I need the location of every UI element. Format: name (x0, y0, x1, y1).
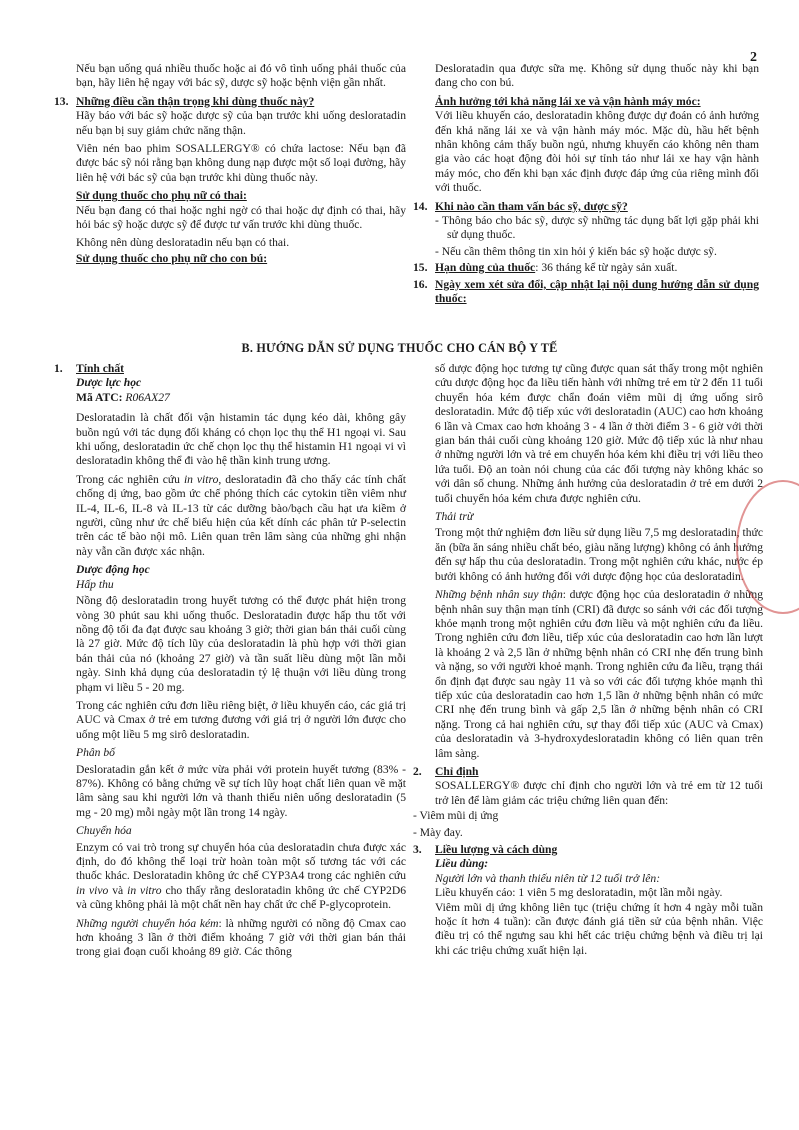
pharmacodynamics-paragraph-2 (54, 473, 406, 559)
section-13-number: 13. (54, 94, 69, 108)
poor-metabolizers-continued: số dược động học tương tự cũng được quan sát thấy trong một nghiên cứu dược động học đa liều tiến hành với những trẻ em từ 2 đến 11 tuổi chuyển hóa kém được chẩn đoán viêm mũi dị ứng uống sirô desloratadin. Mức độ tiếp xúc với desloratadin (AUC) cao hơn khoảng 6 lần và Cmax cao hơn khoảng 3 - 4 lần ở thời điểm 3 - 6 giờ với thời gian bán thải cuối cùng khoảng 120 giờ. Mức độ tiếp xúc là như nhau ở những người lớn và trẻ em chuyển hóa kém khi điều trị với liều theo lứa tuổi. Độ an toàn nói chung của các đối tượng này không khác so với dân số chung. Những ảnh hưởng của desloratadin ở trẻ em dưới 2 tuổi chuyển hóa kém chưa được nghiên cứu. (435, 362, 763, 505)
poor-metabolizers-title: Những người chuyển hóa kém (76, 916, 219, 930)
distribution-paragraph: Desloratadin gắn kết ở mức vừa phải với protein huyết tương (83% - 87%). Không có bằng chứng về sự tích lũy hoạt chất liên quan về mặt lâm sàng sau khi người lớn và thanh thiếu niên uống desloratadin (5 mg - 20 mg) mỗi ngày một lần trong 14 ngày. (76, 762, 406, 819)
section-15-heading (413, 261, 759, 275)
met-invivo: in vivo (76, 883, 109, 897)
page-number: 2 (750, 50, 757, 65)
pd-p2-rest: , desloratadin đã cho thấy các tính chất chống dị ứng, bao gồm ức chế phóng thích các cytokin tiền viêm như IL-4, IL-6, IL-8 và IL-13 từ các dưỡng bào/bạch cầu hạt ưa kiềm ở người, cũng như ức chế biểu hiện của kết dính các phân tử P-selectin trên các tế bào nội mô. Liên quan trên lâm sàng của những ghi nhận này vẫn cần được xác nhận. (76, 472, 406, 558)
section-14-bullet-2: - Nếu cần thêm thông tin xin hỏi ý kiến bác sỹ hoặc dược sỹ. (435, 244, 717, 258)
elimination-paragraph: Trong một thử nghiệm đơn liều sử dụng liều 7,5 mg desloratadin, thức ăn (bữa ăn sáng nhiều chất béo, giàu năng lượng) không có ảnh hưởng đến sự hấp thu của desloratadin. Trong một nghiên cứu khác, nước ép bưởi không có ảnh hưởng đối với dược động học của desloratadin. (435, 526, 763, 583)
met-rest: cho thấy rằng desloratadin không ức chế CYP2D6 và cũng không phải là một chất nền hay chất ức chế P-glycoprotein. (76, 883, 406, 912)
atc-code: R06AX27 (125, 390, 170, 404)
atc-line (54, 391, 406, 405)
section-2-bullet-2: - Mày đay. (413, 825, 463, 839)
pd-p2-invitro: in vitro (183, 472, 219, 486)
section-1-number: 1. (54, 362, 63, 375)
met-start: Enzym có vai trò trong sự chuyển hóa của desloratadin chưa được xác định, do đó không thể loại trừ hoàn toàn một số tương tác với các thuốc khác. Desloratadin không ức chế CYP3A4 trong các nghiên cứu (76, 840, 406, 883)
section-14-number: 14. (413, 199, 428, 213)
poor-metabolizers-text: : là những người có nồng độ Cmax cao hơn khoảng 3 lần ở thời điểm khoảng 7 giờ với thời gian bán thải trong giai đoạn cuối khoảng 89 giờ. Các thông (76, 916, 407, 959)
pd-p2-start: Trong các nghiên cứu (76, 472, 184, 486)
renal-title: Những bệnh nhân suy thận (435, 588, 563, 602)
pregnancy-paragraph-2: Không nên dùng desloratadin nếu bạn có thai. (76, 236, 290, 250)
absorption-paragraph-2: Trong các nghiên cứu đơn liều riêng biệt, ở liều khuyến cáo, các giá trị AUC và Cmax ở trẻ em tương đương với giá trị ở người lớn được cho uống một liều 5 mg sirô desloratadin. (76, 698, 406, 741)
left-top-column (54, 62, 406, 270)
pharmacokinetics-title: Dược động học (76, 563, 150, 577)
poor-metabolizers-paragraph (54, 917, 406, 960)
lactation-continued: Desloratadin qua được sữa mẹ. Không sử dụng thuốc này khi bạn đang cho con bú. (435, 62, 759, 90)
section-2-bullet-1: - Viêm mũi dị ứng (413, 809, 499, 823)
section-14-title: Khi nào cần tham vấn bác sỹ, dược sỹ? (435, 199, 628, 213)
pharmacodynamics-paragraph-1: Desloratadin là chất đối vận histamin tác dụng kéo dài, không gây buồn ngủ với tác dụng đối kháng có chọn lọc thụ thể H1 ngoại vi. Sau khi uống, desloratadin ức chế chọn lọc thụ thể histamin H1 ngoại vi vì desloratadin không thể đi vào hệ thần kinh trung ương. (76, 411, 406, 468)
section-b-title: B. HƯỚNG DẪN SỬ DỤNG THUỐC CHO CÁN BỘ Y TẾ (241, 341, 558, 355)
pharmacodynamics-title: Dược lực học (76, 376, 142, 390)
section-13-title: Những điều cần thận trọng khi dùng thuốc này? (76, 94, 315, 108)
absorption-title: Hấp thu (76, 577, 114, 591)
dosage-paragraph-2: Viêm mũi dị ứng không liên tục (triệu chứng ít hơn 4 ngày mỗi tuần hoặc ít hơn 4 tuần): cần được đánh giá tiền sử của bệnh nhân. Việc điều trị có thể ngưng sau khi hết các triệu chứng bệnh và điều trị lại khi các triệu chứng xuất hiện lại. (435, 900, 763, 957)
met-invitro: in vitro (127, 883, 162, 897)
section-13-heading (54, 95, 406, 109)
section-14-heading (413, 200, 759, 214)
section-16-title: Ngày xem xét sửa đổi, cập nhật lại nội dung hướng dẫn sử dụng thuốc: (435, 277, 759, 306)
section-2-paragraph: SOSALLERGY® được chỉ định cho người lớn và trẻ em từ 12 tuổi trở lên để làm giảm các triệu chứng liên quan đến: (435, 779, 763, 807)
section-2-title: Chỉ định (435, 764, 479, 778)
section-2-heading (413, 765, 763, 779)
section-1-heading (54, 362, 406, 376)
pregnancy-title: Sử dụng thuốc cho phụ nữ có thai: (76, 189, 247, 203)
section-3-heading (413, 843, 763, 857)
dosage-title: Liều dùng: (435, 857, 489, 871)
section-14-bullet-1: - Thông báo cho bác sỹ, dược sỹ những tác dụng bất lợi gặp phải khi sử dụng thuốc. (435, 214, 759, 242)
atc-label: Mã ATC: (76, 390, 126, 404)
distribution-title: Phân bố (76, 746, 115, 760)
section-15-text: : 36 tháng kể từ ngày sản xuất. (535, 261, 678, 275)
met-and: và (108, 883, 128, 897)
section-3-number: 3. (413, 843, 422, 856)
section-13-paragraph-2: Viên nén bao phim SOSALLERGY® có chứa lactose: Nếu bạn đã được bác sỹ nói rằng bạn không dung nạp được một số loại đường, hãy liên hệ với bác sỹ của bạn trước khi dùng thuốc này. (76, 142, 406, 184)
left-bottom-column (54, 362, 406, 964)
right-bottom-column (413, 362, 763, 962)
section-3-title: Liều lượng và cách dùng (435, 843, 558, 856)
section-16-number: 16. (413, 277, 428, 291)
overdose-text: Nếu bạn uống quá nhiều thuốc hoặc ai đó vô tình uống phải thuốc của bạn, hãy liên hệ ngay với bác sỹ, dược sỹ hoặc bệnh viện gần nhất. (76, 62, 406, 90)
section-15-number: 15. (413, 261, 428, 275)
driving-title: Ảnh hưởng tới khả năng lái xe và vận hành máy móc: (435, 94, 701, 108)
section-1-title: Tính chất (76, 362, 124, 375)
metabolism-paragraph (54, 841, 406, 913)
absorption-paragraph-1: Nồng độ desloratadin trong huyết tương có thể được phát hiện trong vòng 30 phút sau khi uống thuốc. Desloratadin được hấp thu tốt với nồng độ tối đa đạt được sau khoảng 3 giờ; thời gian bán thải cuối cùng là 27 giờ. Mức độ tích lũy của desloratadin là phù hợp với thời gian bán thải của nó (khoảng 27 giờ) và tần suất liều dùng một lần mỗi ngày. Sinh khả dụng của desloratadin tỷ lệ thuận với liều dùng trong phạm vi liều 5 - 20 mg. (76, 594, 406, 694)
metabolism-title: Chuyển hóa (76, 824, 132, 838)
section-15-title: Hạn dùng của thuốc (435, 261, 536, 275)
adult-title: Người lớn và thanh thiếu niên từ 12 tuổi trở lên: (435, 871, 661, 885)
section-13-paragraph-1: Hãy báo với bác sỹ hoặc dược sỹ của bạn trước khi uống desloratadin nếu bạn bị suy giảm chức năng thận. (76, 109, 406, 137)
lactation-title: Sử dụng thuốc cho phụ nữ cho con bú: (76, 251, 268, 265)
section-2-number: 2. (413, 764, 422, 778)
renal-paragraph (413, 588, 763, 761)
pregnancy-paragraph-1: Nếu bạn đang có thai hoặc nghi ngờ có thai hoặc dự định có thai, hãy hỏi bác sỹ hoặc dược sỹ để được tư vấn trước khi dùng thuốc. (76, 203, 406, 232)
dosage-paragraph-1: Liều khuyến cáo: 1 viên 5 mg desloratadin, một lần mỗi ngày. (435, 886, 723, 900)
right-top-column (413, 62, 759, 311)
section-16-heading (413, 278, 759, 307)
elimination-title: Thải trừ (435, 510, 474, 524)
driving-text: Với liều khuyến cáo, desloratadin không được dự đoán có ảnh hưởng đến khả năng lái xe và vận hành máy móc. Mặc dù, hầu hết bệnh nhân không cảm thấy buồn ngủ, nhưng khuyến cáo không nên tham gia vào các hoạt động đòi hỏi sự tỉnh táo như lái xe hay vận hành máy móc, cho đến khi bạn xác định được đáp ứng của riêng mình đối với thuốc. (435, 109, 759, 195)
renal-text: : dược động học của desloratadin ở những bệnh nhân suy thận mạn tính (CRI) đã được so sánh với các đối tượng khỏe mạnh trong một nghiên cứu đơn liều và một nghiên cứu đa liều. Trong nghiên cứu đơn liều, tiếp xúc của desloratadin cao hơn lần lượt là khoảng 2 và 2,5 lần ở những bệnh nhân có CRI nhẹ đến trung bình và nặng, so với người khoẻ mạnh. Trong nghiên cứu đa liều, trạng thái ổn định đạt được sau ngày 11 và so với các đối tượng khỏe mạnh thì tiếp xúc của desloratadin cao hơn 1,5 lần ở những bệnh nhân có mức CRI nhẹ đến trung bình và gấp 2,5 lần ở những bệnh nhân có CRI nặng. Trong cả hai nghiên cứu, sự thay đổi tiếp xúc (AUC và Cmax) của desloratadin và 3-hydroxydesloratadin không có liên quan trên lâm sàng. (435, 588, 763, 760)
